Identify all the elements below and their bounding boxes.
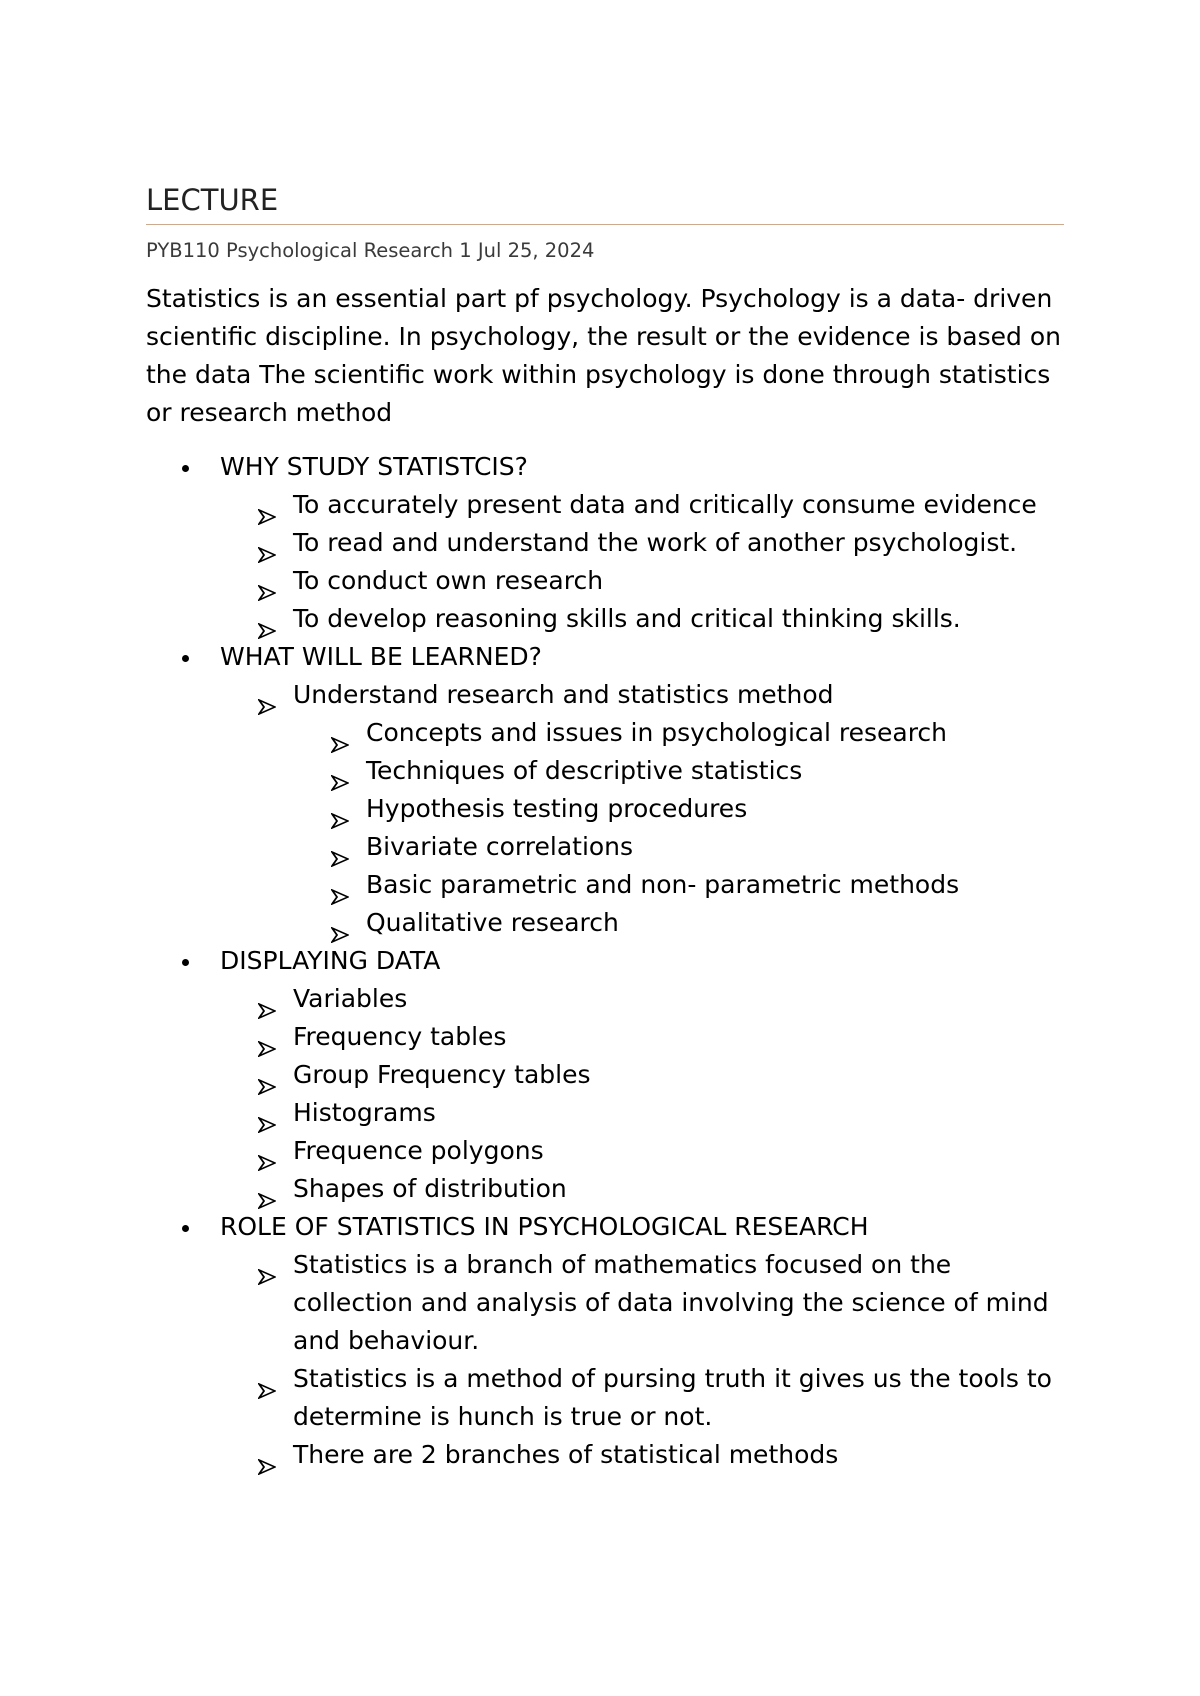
list-item-text: To develop reasoning skills and critical thinking skills. xyxy=(293,604,961,633)
section-heading: WHY STUDY STATISTCIS? xyxy=(220,452,528,481)
outline-section xyxy=(146,1208,1064,1474)
nested-list-item-text: Bivariate correlations xyxy=(366,832,634,861)
list-item-text: Histograms xyxy=(293,1098,436,1127)
section-heading: DISPLAYING DATA xyxy=(220,946,441,975)
nested-list-item-text: Qualitative research xyxy=(366,908,619,937)
document-title: LECTURE xyxy=(146,183,279,217)
arrow-bullet-icon xyxy=(331,878,349,894)
list-item xyxy=(220,486,1064,524)
arrow-bullet-icon xyxy=(258,688,276,704)
list-item xyxy=(220,1018,1064,1056)
arrow-bullet-icon xyxy=(258,1068,276,1084)
bullet-dot-icon xyxy=(182,1225,189,1232)
sub-list xyxy=(220,980,1064,1208)
list-item-text: Shapes of distribution xyxy=(293,1174,567,1203)
list-item xyxy=(220,1246,1064,1360)
list-item-text: Group Frequency tables xyxy=(293,1060,591,1089)
section-heading: WHAT WILL BE LEARNED? xyxy=(220,642,542,671)
list-item xyxy=(220,562,1064,600)
arrow-bullet-icon xyxy=(331,802,349,818)
sub-list xyxy=(220,676,1064,942)
list-item xyxy=(220,524,1064,562)
outline-section xyxy=(146,448,1064,638)
list-item xyxy=(220,1056,1064,1094)
bullet-dot-icon xyxy=(182,959,189,966)
arrow-bullet-icon xyxy=(258,1106,276,1122)
list-item-text: To conduct own research xyxy=(293,566,604,595)
arrow-bullet-icon xyxy=(331,840,349,856)
list-item-text: Statistics is a method of pursing truth it gives us the tools to determine is hunch is true or not. xyxy=(293,1364,1052,1431)
title-divider xyxy=(146,224,1064,225)
list-item-text: Variables xyxy=(293,984,408,1013)
document-page xyxy=(146,178,1064,1474)
list-item xyxy=(220,1132,1064,1170)
nested-list-item-text: Techniques of descriptive statistics xyxy=(366,756,803,785)
sub-list xyxy=(220,486,1064,638)
list-item-text: Understand research and statistics method xyxy=(293,680,834,709)
intro-paragraph: Statistics is an essential part pf psychology. Psychology is a data- driven scientific discipline. In psychology, the result or the evidence is based on the data The scientific work within psychology is done through statistics or research method xyxy=(146,284,1061,427)
bullet-dot-icon xyxy=(182,655,189,662)
arrow-bullet-icon xyxy=(258,1258,276,1274)
list-item-text: Frequency tables xyxy=(293,1022,507,1051)
arrow-bullet-icon xyxy=(331,764,349,780)
nested-list-item xyxy=(293,752,1064,790)
list-item xyxy=(220,676,1064,942)
nested-list-item-text: Basic parametric and non- parametric methods xyxy=(366,870,960,899)
outline-list xyxy=(146,448,1064,1474)
list-item xyxy=(220,1360,1064,1436)
nested-sub-list xyxy=(293,714,1064,942)
list-item xyxy=(220,980,1064,1018)
list-item xyxy=(220,600,1064,638)
arrow-bullet-icon xyxy=(258,498,276,514)
list-item-text: Frequence polygons xyxy=(293,1136,544,1165)
nested-list-item-text: Concepts and issues in psychological research xyxy=(366,718,948,747)
bullet-dot-icon xyxy=(182,465,189,472)
nested-list-item xyxy=(293,790,1064,828)
sub-list xyxy=(220,1246,1064,1474)
arrow-bullet-icon xyxy=(331,726,349,742)
list-item xyxy=(220,1436,1064,1474)
arrow-bullet-icon xyxy=(258,612,276,628)
arrow-bullet-icon xyxy=(258,574,276,590)
nested-list-item-text: Hypothesis testing procedures xyxy=(366,794,748,823)
document-subtitle: PYB110 Psychological Research 1 Jul 25, 2024 xyxy=(146,239,595,262)
list-item-text: Statistics is a branch of mathematics focused on the collection and analysis of data involving the science of mind and behaviour. xyxy=(293,1250,1049,1355)
arrow-bullet-icon xyxy=(258,1448,276,1464)
outline-section xyxy=(146,942,1064,1208)
outline-section xyxy=(146,638,1064,942)
nested-list-item xyxy=(293,714,1064,752)
arrow-bullet-icon xyxy=(258,992,276,1008)
list-item-text: There are 2 branches of statistical methods xyxy=(293,1440,839,1469)
section-heading: ROLE OF STATISTICS IN PSYCHOLOGICAL RESEARCH xyxy=(220,1212,869,1241)
nested-list-item xyxy=(293,904,1064,942)
list-item xyxy=(220,1170,1064,1208)
list-item-text: To read and understand the work of another psychologist. xyxy=(293,528,1018,557)
nested-list-item xyxy=(293,828,1064,866)
arrow-bullet-icon xyxy=(258,536,276,552)
list-item xyxy=(220,1094,1064,1132)
arrow-bullet-icon xyxy=(331,916,349,932)
arrow-bullet-icon xyxy=(258,1182,276,1198)
arrow-bullet-icon xyxy=(258,1372,276,1388)
arrow-bullet-icon xyxy=(258,1030,276,1046)
nested-list-item xyxy=(293,866,1064,904)
arrow-bullet-icon xyxy=(258,1144,276,1160)
list-item-text: To accurately present data and critically consume evidence xyxy=(293,490,1037,519)
